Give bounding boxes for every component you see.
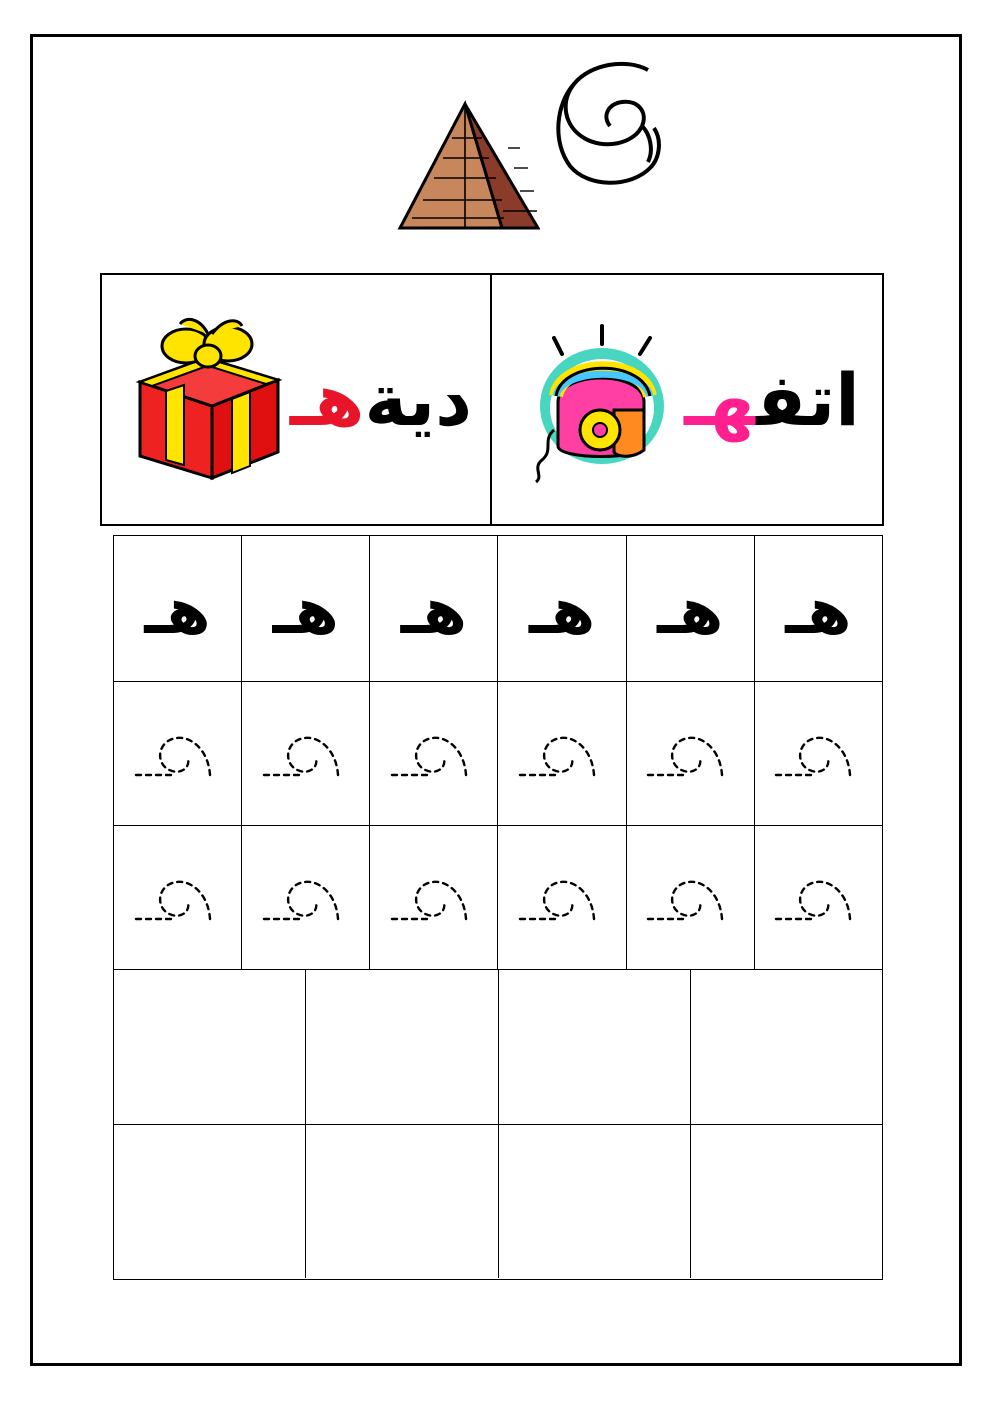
practice-cell[interactable] — [497, 682, 625, 825]
practice-cell-blank[interactable] — [114, 970, 305, 1124]
word-card-hatif — [492, 275, 882, 524]
practice-cell[interactable] — [241, 826, 369, 969]
practice-cell[interactable] — [369, 536, 497, 681]
dotted-letter-outline — [644, 863, 736, 933]
practice-grid — [113, 535, 883, 1280]
dotted-letter-outline — [644, 719, 736, 789]
practice-cell[interactable] — [241, 536, 369, 681]
solid-letter: هـ — [528, 574, 596, 649]
dotted-letter-outline — [132, 719, 224, 789]
practice-cell[interactable] — [626, 826, 754, 969]
dotted-letter-outline — [516, 719, 608, 789]
dotted-letter-outline — [260, 719, 352, 789]
practice-cell[interactable] — [114, 826, 241, 969]
practice-cell[interactable] — [754, 826, 882, 969]
practice-cell[interactable] — [241, 682, 369, 825]
dotted-letter-outline — [388, 719, 480, 789]
dotted-letter-outline — [772, 863, 864, 933]
practice-cell[interactable] — [497, 536, 625, 681]
practice-cell-blank[interactable] — [498, 970, 690, 1124]
word-card-hadiya — [102, 275, 492, 524]
practice-row-dotted-1 — [114, 682, 882, 826]
practice-cell[interactable] — [626, 682, 754, 825]
word-highlight-hadiya: هـ — [289, 357, 365, 442]
solid-letter: هـ — [785, 574, 852, 649]
solid-letter: هـ — [144, 574, 211, 649]
practice-cell[interactable] — [114, 682, 241, 825]
big-letter-outline — [530, 48, 670, 198]
practice-cell[interactable] — [754, 536, 882, 681]
practice-cell-blank[interactable] — [114, 1125, 305, 1278]
practice-row-blank-2 — [114, 1125, 882, 1278]
practice-cell-blank[interactable] — [498, 1125, 690, 1278]
word-highlight-hatif: هـ — [684, 357, 757, 442]
telephone-illustration — [514, 310, 684, 490]
word-rest-hadiya: دية — [364, 357, 473, 442]
practice-cell-blank[interactable] — [690, 1125, 882, 1278]
word-rest-hatif: اتف — [756, 357, 860, 442]
dotted-letter-outline — [260, 863, 352, 933]
practice-cell[interactable] — [754, 682, 882, 825]
dotted-letter-outline — [516, 863, 608, 933]
dotted-letter-outline — [388, 863, 480, 933]
practice-row-dotted-2 — [114, 826, 882, 970]
practice-cell[interactable] — [497, 826, 625, 969]
solid-letter: هـ — [272, 574, 339, 649]
practice-cell[interactable] — [369, 826, 497, 969]
practice-cell-blank[interactable] — [305, 970, 497, 1124]
word-text-hadiya — [289, 357, 473, 442]
dotted-letter-outline — [132, 863, 224, 933]
solid-letter: هـ — [657, 574, 724, 649]
practice-cell[interactable] — [626, 536, 754, 681]
dotted-letter-outline — [772, 719, 864, 789]
word-text-hatif — [684, 357, 860, 442]
practice-cell-blank[interactable] — [305, 1125, 497, 1278]
solid-letter: هـ — [400, 574, 468, 649]
pyramid-illustration — [390, 96, 540, 241]
gift-box-illustration — [120, 310, 290, 490]
practice-row-blank-1 — [114, 970, 882, 1125]
practice-cell-blank[interactable] — [690, 970, 882, 1124]
practice-cell[interactable] — [114, 536, 241, 681]
header-section — [380, 48, 680, 248]
practice-cell[interactable] — [369, 682, 497, 825]
practice-row-solid — [114, 536, 882, 682]
word-examples-table — [100, 273, 884, 526]
